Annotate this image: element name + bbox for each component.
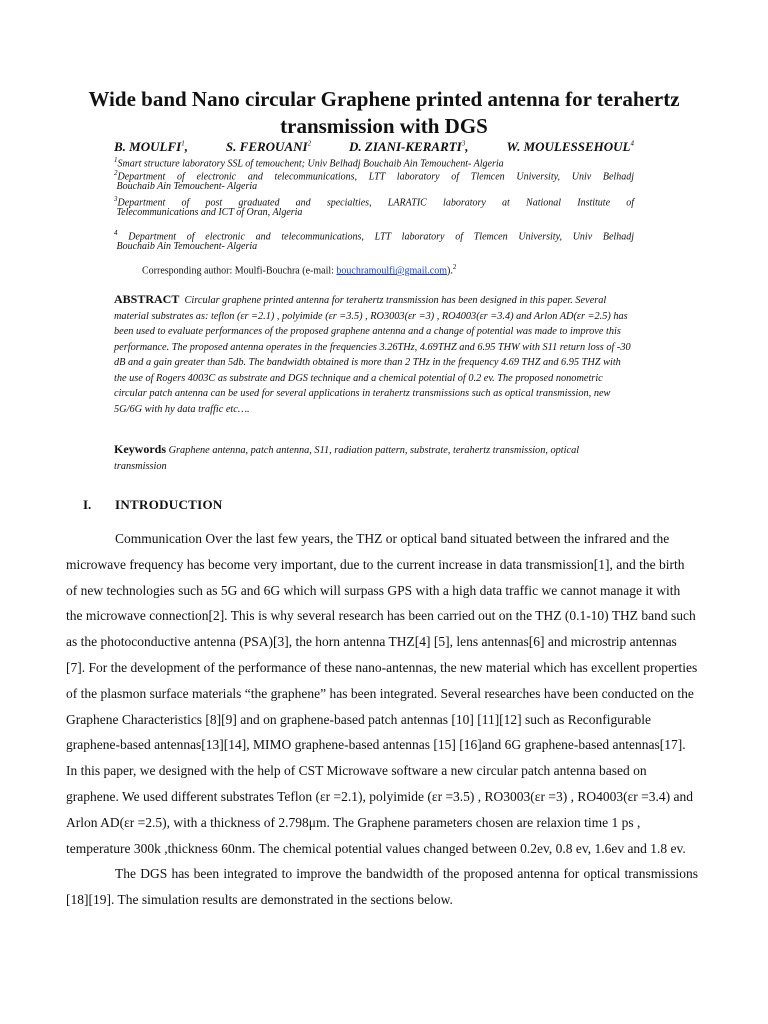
author-sup: 3 [461, 139, 466, 148]
author [506, 139, 634, 155]
affiliation [114, 193, 634, 219]
author-name: B. MOULFI [114, 139, 182, 154]
affiliation-text: Department of electronic and telecommunications, LTT laboratory of Tlemcen University, Univ Belhadj [128, 231, 634, 243]
affiliation [114, 154, 634, 170]
author-name: D. ZIANI-KERARTI [349, 139, 462, 154]
keywords-text: Graphene antenna, patch antenna, S11, radiation pattern, substrate, terahertz transmission, optical transmission [114, 445, 580, 472]
affiliation-sup: 3 [114, 195, 118, 203]
abstract [114, 292, 634, 417]
author-name: W. MOULESSEHOUL [506, 139, 631, 154]
corresponding-author [142, 263, 456, 276]
corresponding-sup: 2 [452, 263, 457, 271]
abstract-text: Circular graphene printed antenna for terahertz transmission has been designed in this paper. Several material substrates as: teflon (εr =2.1) , polyimide (εr =3.5) , RO3003(εr =3) , RO4003(εr =3.4) and Arlon AD(εr =2.5) has been used to evaluate performances of the proposed graphene antenna and a change of potential was made to improve this performance. The proposed antenna operates in the frequencies 3.26THz, 4.69THZ and 6.95 THW with S11 return loss of -30 dB and a gain greater than 5db. The bandwidth obtained is more than 2 THz in the frequency 4.69 THZ and 6.95 THZ with the use of Rogers 4003C as substrate and DGS technique and a chemical potential of 0.2 ev. The proposed nonometric circular patch antenna can be used for several applications in terahertz transmissions such as optical transmission, new 5G/6G with hy data traffic etc…. [114, 295, 631, 415]
affiliation-line [114, 154, 634, 170]
keywords [114, 442, 634, 474]
affiliation-line [114, 193, 634, 209]
affiliation-sup: 2 [114, 169, 118, 177]
affiliation [114, 227, 634, 253]
author: B. MOULFI$^1$, [114, 139, 188, 154]
abstract-label: ABSTRACT [114, 292, 180, 306]
email-link[interactable]: bouchramoulfi@gmail.com [336, 265, 447, 277]
corresponding-prefix: Corresponding author: Moulfi-Bouchra (e-mail: [142, 265, 337, 277]
author [226, 139, 311, 155]
corresponding-suffix: ). [446, 265, 453, 277]
author-name: S. FEROUANI [225, 139, 308, 154]
affiliation-text: Telecommunications and ICT of Oran, Algeria [116, 207, 303, 218]
affiliation-line [114, 167, 634, 183]
keywords-label: Keywords [114, 442, 166, 456]
author-list [114, 139, 634, 155]
affiliation [114, 167, 634, 193]
affiliation-text: Bouchaib Ain Temouchent- Algeria [116, 181, 258, 192]
section-number: I. [83, 497, 92, 512]
paragraph: The DGS has been integrated to improve the bandwidth of the proposed antenna for optical transmissions [18][19]. The simulation results are demonstrated in the sections below. [66, 866, 698, 908]
affiliation-text: Department of electronic and telecommunications, LTT laboratory of Tlemcen University, Univ Belhadj [117, 171, 634, 183]
section-title: INTRODUCTION [115, 497, 223, 512]
author-sup: 4 [630, 139, 634, 148]
author-sup: 1 [181, 139, 185, 148]
paper-title: Wide band Nano circular Graphene printed antenna for terahertz transmission with DGS [88, 87, 680, 138]
paragraph: Communication Over the last few years, the THZ or optical band situated between the infrared and the microwave frequency has become very important, due to the current increase in data transmission[1], and the birth of new technologies such as 5G and 6G which will surpass GPS with a high data traffic we cannot manage it with the microwave connection[2]. This is why several research has been carried out on the THZ (0.1-10) THZ band such as the photoconductive antenna (PSA)[3], the horn antenna THZ[4] [5], lens antennas[6] and microstrip antennas [7]. For the development of the performance of these nano-antennas, the new material which has excellent properties of the plasmon surface materials “the graphene” has been integrated. Several researches have been conducted on the Graphene Characteristics [8][9] and on graphene-based patch antennas [10] [11][12] such as Reconfigurable graphene-based antennas[13][14], MIMO graphene-based antennas [15] [16]and 6G graphene-based antennas[17]. In this paper, we designed with the help of CST Microwave software a new circular patch antenna based on graphene. We used different substrates Teflon (εr =2.1), polyimide (εr =3.5) , RO3003(εr =3) , RO4003(εr =3.4) and Arlon AD(εr =2.5), with a thickness of 2.798μm. The Graphene parameters chosen are relaxion time 1 ps , temperature 300k ,thickness 60nm. The chemical potential values changed between 0.2ev, 0.8 ev, 1.6ev and 1.8 ev. [66, 531, 698, 856]
affiliation-sup: 1 [114, 156, 118, 164]
affiliation-text: Bouchaib Ain Temouchent- Algeria [116, 241, 258, 252]
affiliation-sup: 4 [114, 229, 118, 237]
affiliation-text: Department of post graduated and specialties, LARATIC laboratory at National Institute of [117, 197, 634, 209]
affiliation-line [114, 227, 634, 243]
affiliation-text: Smart structure laboratory SSL of temouchent; Univ Belhadj Bouchaib Ain Temouchent- Algeria [117, 158, 504, 170]
author-sup: 2 [307, 139, 312, 148]
author: D. ZIANI-KERARTI$^3$, [349, 139, 469, 154]
body-text [66, 526, 698, 913]
